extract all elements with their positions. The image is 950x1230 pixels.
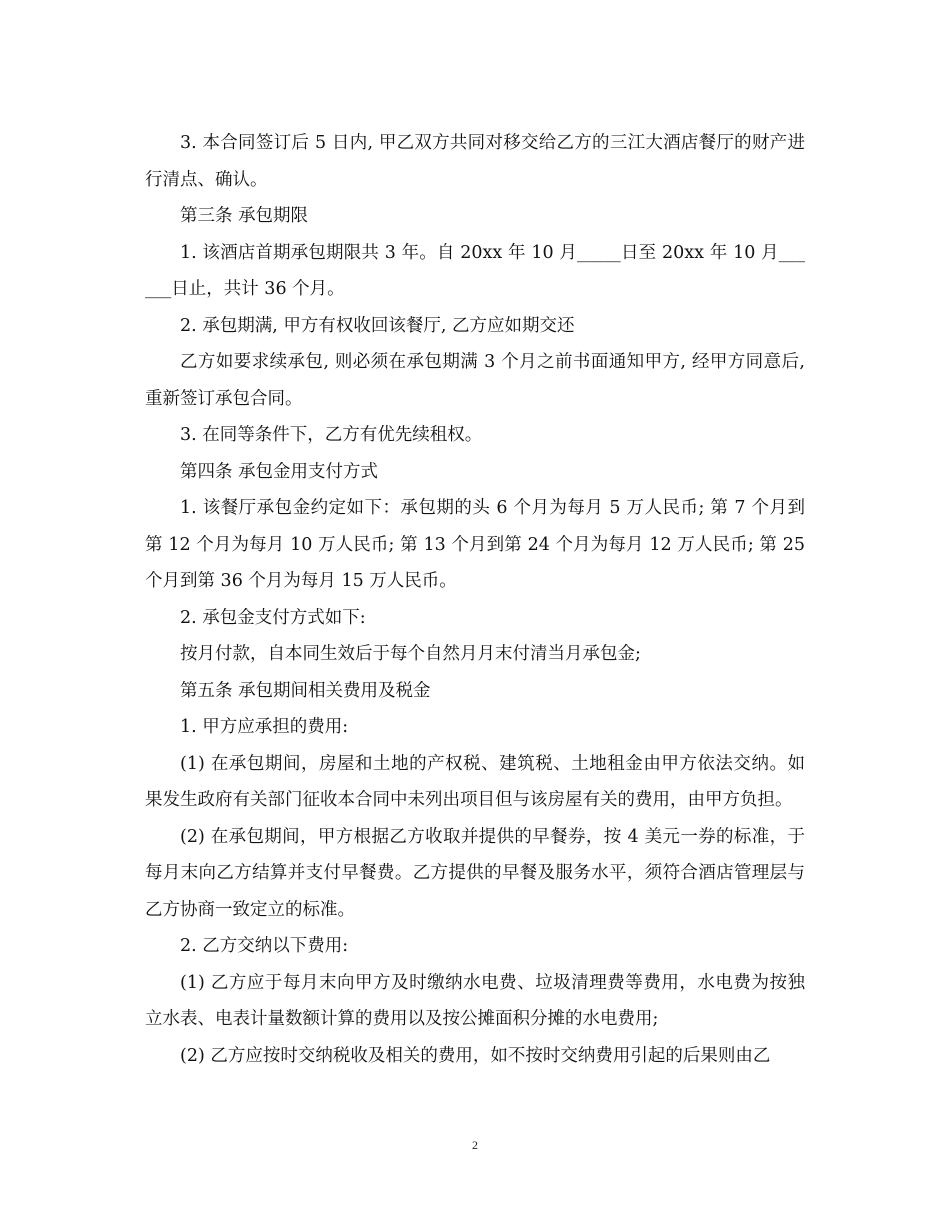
paragraph-term-duration: 1. 该酒店首期承包期限共 3 年。自 20xx 年 10 月_____日至 20xx 年 10 月______日止，共计 36 个月。 bbox=[145, 242, 805, 299]
page-number: 2 bbox=[472, 1138, 478, 1152]
paragraph-clause-3-3: 3. 本合同签订后 5 日内, 甲乙双方共同对移交给乙方的三江大酒店餐厅的财产进行清点、确认。 bbox=[145, 133, 805, 190]
paragraph-monthly-payment: 按月付款，自本同生效后于每个自然月月末付清当月承包金; bbox=[180, 644, 641, 664]
paragraph-priority-renewal: 3. 在同等条件下，乙方有优先续租权。 bbox=[180, 425, 483, 445]
paragraph-breakfast-settlement: (2) 在承包期间，甲方根据乙方收取并提供的早餐券，按 4 美元一券的标准，于每月末向乙方结算并支付早餐费。乙方提供的早餐及服务水平，须符合酒店管理层与乙方协商一致定立的标准。 bbox=[145, 826, 805, 920]
article-5-heading: 第五条 承包期间相关费用及税金 bbox=[180, 680, 431, 701]
paragraph-utilities: (1) 乙方应于每月末向甲方及时缴纳水电费、垃圾清理费等费用，水电费为按独立水表、电表计量数额计算的费用以及按公摊面积分摊的水电费用; bbox=[145, 972, 805, 1029]
document-body bbox=[145, 125, 805, 1074]
article-4-heading: 第四条 承包金用支付方式 bbox=[180, 461, 379, 482]
article-3-heading: 第三条 承包期限 bbox=[180, 206, 309, 226]
paragraph-party-a-taxes: (1) 在承包期间，房屋和土地的产权税、建筑税、土地租金由甲方依法交纳。如果发生政府有关部门征收本合同中未列出项目但与该房屋有关的费用，由甲方负担。 bbox=[145, 753, 805, 810]
paragraph-payment-method: 2. 承包金支付方式如下: bbox=[180, 607, 366, 628]
paragraph-fee-schedule: 1. 该餐厅承包金约定如下：承包期的头 6 个月为每月 5 万人民币; 第 7 个月到第 12 个月为每月 10 万人民币; 第 13 个月到第 24 个月为每月 12 万人民币; 第 25 个月到第 36 个月为每月 15 万人民币。 bbox=[145, 498, 805, 591]
paragraph-term-expiry: 2. 承包期满, 甲方有权收回该餐厅, 乙方应如期交还 bbox=[180, 315, 575, 336]
paragraph-party-b-costs: 2. 乙方交纳以下费用: bbox=[180, 936, 349, 956]
paragraph-tax-payment: (2) 乙方应按时交纳税收及相关的费用，如不按时交纳费用引起的后果则由乙 bbox=[180, 1045, 771, 1066]
paragraph-party-a-costs: 1. 甲方应承担的费用: bbox=[180, 717, 349, 737]
paragraph-renewal-notice: 乙方如要求续承包, 则必须在承包期满 3 个月之前书面通知甲方, 经甲方同意后, 重新签订承包合同。 bbox=[145, 352, 805, 409]
